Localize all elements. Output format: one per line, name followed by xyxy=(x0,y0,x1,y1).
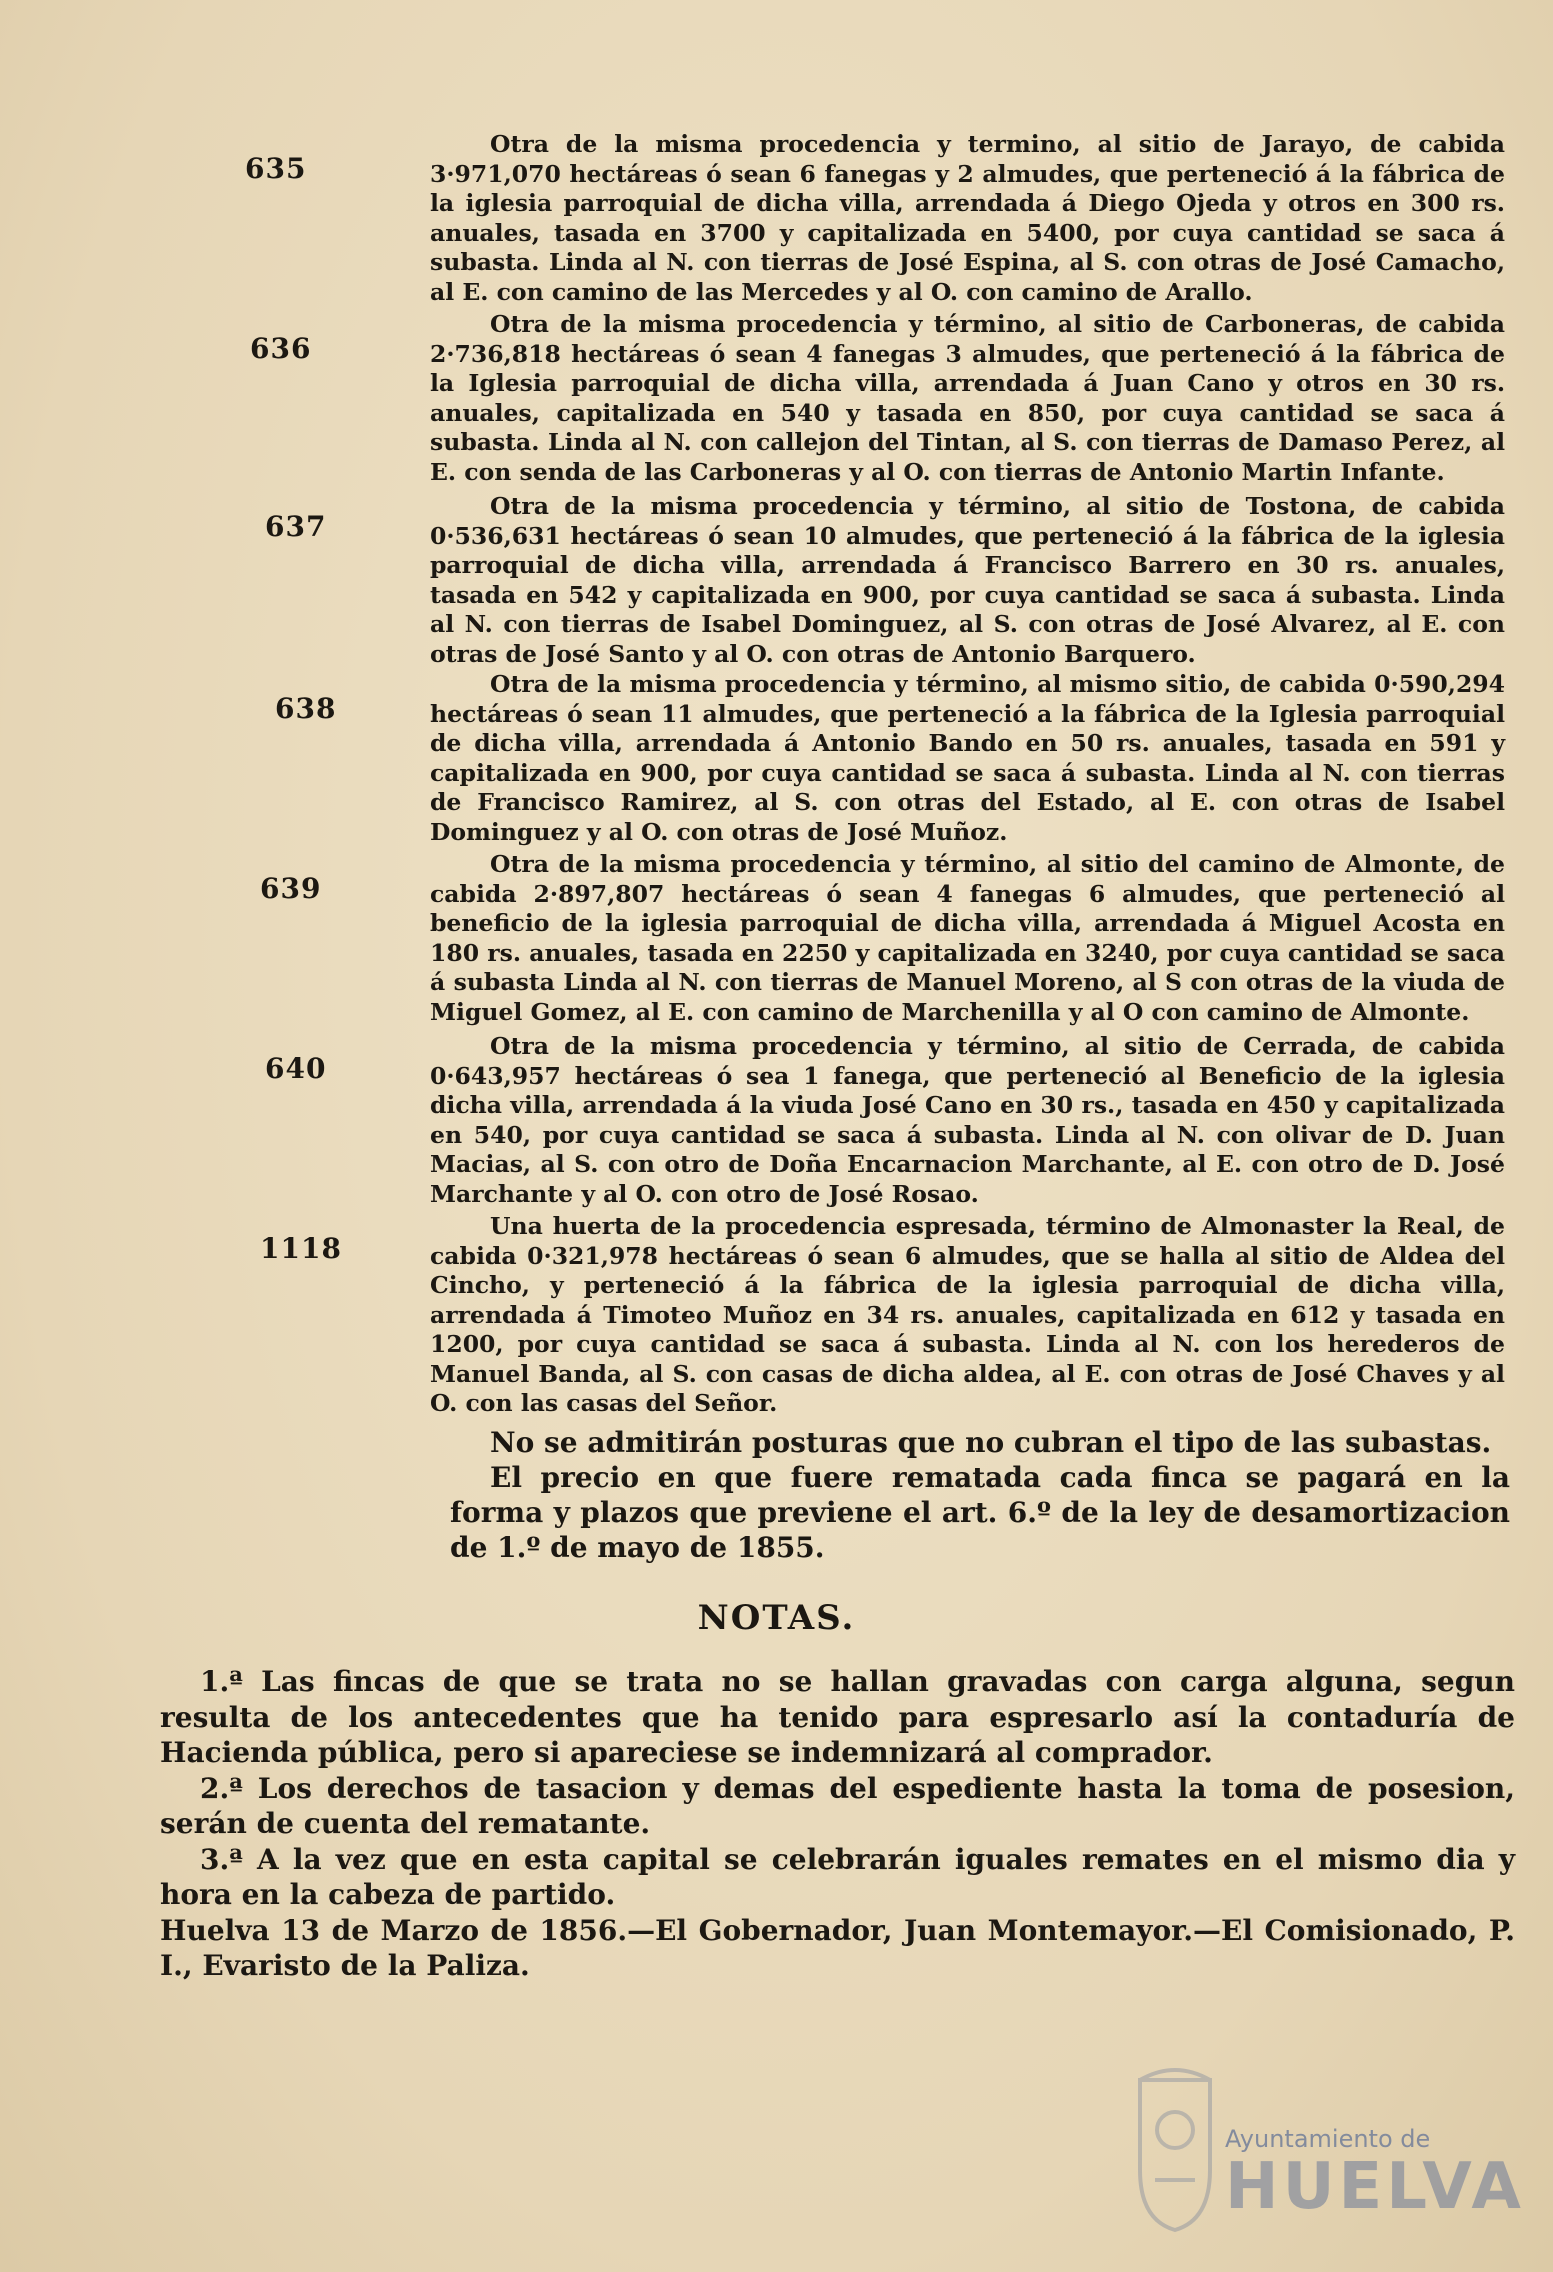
entry-number: 637 xyxy=(265,510,327,543)
entry-text: Otra de la misma procedencia y término, al sitio de Cerrada, de cabida 0·643,957 hectáreas ó sea 1 fanega, que perteneció al Beneficio de la iglesia dicha villa, arrendada á la viuda José Cano en 30 rs., tasada en 450 y capitalizada en 540, por cuya cantidad se saca á subasta. Linda al N. con olivar de D. Juan Macias, al S. con otro de Doña Encarnacion Marchante, al E. con otro de D. José Marchante y al O. con otro de José Rosao. xyxy=(430,1032,1505,1208)
entry-text: Otra de la misma procedencia y término, al sitio de Carboneras, de cabida 2·736,818 hectáreas ó sean 4 fanegas 3 almudes, que perteneció á la fábrica de la Iglesia parroquial de dicha villa, arrendada á Juan Cano y otros en 30 rs. anuales, capitalizada en 540 y tasada en 850, por cuya cantidad se saca á subasta. Linda al N. con callejon del Tintan, al S. con tierras de Damaso Perez, al E. con senda de las Carboneras y al O. con tierras de Antonio Martin Infante. xyxy=(430,310,1505,486)
closing-paragraphs xyxy=(450,1425,1510,1565)
closing-line: El precio en que fuere rematada cada finca se pagará en la forma y plazos que previene el art. 6.º de la ley de desamortizacion de 1.º de mayo de 1855. xyxy=(450,1461,1510,1564)
entry-number: 640 xyxy=(265,1052,327,1085)
entry-number: 639 xyxy=(260,872,322,905)
notes-section xyxy=(160,1664,1515,1984)
entry-number: 636 xyxy=(250,332,312,365)
watermark-line2: HUELVA xyxy=(1225,2150,1525,2224)
watermark-line1: Ayuntamiento de xyxy=(1225,2125,1431,2153)
note-item: 2.ª Los derechos de tasacion y demas del espediente hasta la toma de posesion, serán de cuenta del rematante. xyxy=(160,1771,1515,1840)
entry-text: Otra de la misma procedencia y termino, al sitio de Jarayo, de cabida 3·971,070 hectáreas ó sean 6 fanegas y 2 almudes, que perteneció á la fábrica de la iglesia parroquial de dicha villa, arrendada á Diego Ojeda y otros en 300 rs. anuales, tasada en 3700 y capitalizada en 5400, por cuya cantidad se saca á subasta. Linda al N. con tierras de José Espina, al S. con otras de José Camacho, al E. con camino de las Mercedes y al O. con camino de Arallo. xyxy=(430,130,1505,306)
notes-title: NOTAS. xyxy=(697,1598,856,1638)
entry-number: 638 xyxy=(275,692,337,725)
closing-line: No se admitirán posturas que no cubran el tipo de las subastas. xyxy=(490,1426,1492,1459)
entry-text: Otra de la misma procedencia y término, al sitio del camino de Almonte, de cabida 2·897,807 hectáreas ó sean 4 fanegas 6 almudes, que perteneció al beneficio de la iglesia parroquial de dicha villa, arrendada á Miguel Acosta en 180 rs. anuales, tasada en 2250 y capitalizada en 3240, por cuya cantidad se saca á subasta Linda al N. con tierras de Manuel Moreno, al S con otras de la viuda de Miguel Gomez, al E. con camino de Marchenilla y al O con camino de Almonte. xyxy=(430,850,1505,1026)
note-item: 1.ª Las fincas de que se trata no se hallan gravadas con carga alguna, segun resulta de los antecedentes que ha tenido para espresarlo así la contaduría de Hacienda pública, pero si apareciese se indemnizará al comprador. xyxy=(160,1665,1515,1769)
entry-text: Una huerta de la procedencia espresada, término de Almonaster la Real, de cabida 0·321,978 hectáreas ó sean 6 almudes, que se halla al sitio de Aldea del Cincho, y perteneció á la fábrica de la iglesia parroquial de dicha villa, arrendada á Timoteo Muñoz en 34 rs. anuales, capitalizada en 612 y tasada en 1200, por cuya cantidad se saca á subasta. Linda al N. con los herederos de Manuel Banda, al S. con casas de dicha aldea, al E. con otras de José Chaves y al O. con las casas del Señor. xyxy=(430,1212,1505,1417)
entry-number: 635 xyxy=(245,152,307,185)
entry-text: Otra de la misma procedencia y término, al mismo sitio, de cabida 0·590,294 hectáreas ó sean 11 almudes, que perteneció a la fábrica de la Iglesia parroquial de dicha villa, arrendada á Antonio Bando en 50 rs. anuales, tasada en 591 y capitalizada en 900, por cuya cantidad se saca á subasta. Linda al N. con tierras de Francisco Ramirez, al S. con otras del Estado, al E. con otras de Isabel Dominguez y al O. con otras de José Muñoz. xyxy=(430,670,1505,846)
entry-number: 1118 xyxy=(260,1232,342,1265)
note-item: 3.ª A la vez que en esta capital se celebrarán iguales remates en el mismo dia y hora en la cabeza de partido. xyxy=(160,1842,1515,1911)
entry-text: Otra de la misma procedencia y término, al sitio de Tostona, de cabida 0·536,631 hectáreas ó sean 10 almudes, que perteneció á la fábrica de la iglesia parroquial de dicha villa, arrendada á Francisco Barrero en 30 rs. anuales, tasada en 542 y capitalizada en 900, por cuya cantidad se saca á subasta. Linda al N. con tierras de Isabel Dominguez, al S. con otras de José Alvarez, al E. con otras de José Santo y al O. con otras de Antonio Barquero. xyxy=(430,492,1505,668)
signature-line: Huelva 13 de Marzo de 1856.—El Gobernador, Juan Montemayor.—El Comisionado, P. I., Evaristo de la Paliza. xyxy=(160,1913,1515,1982)
